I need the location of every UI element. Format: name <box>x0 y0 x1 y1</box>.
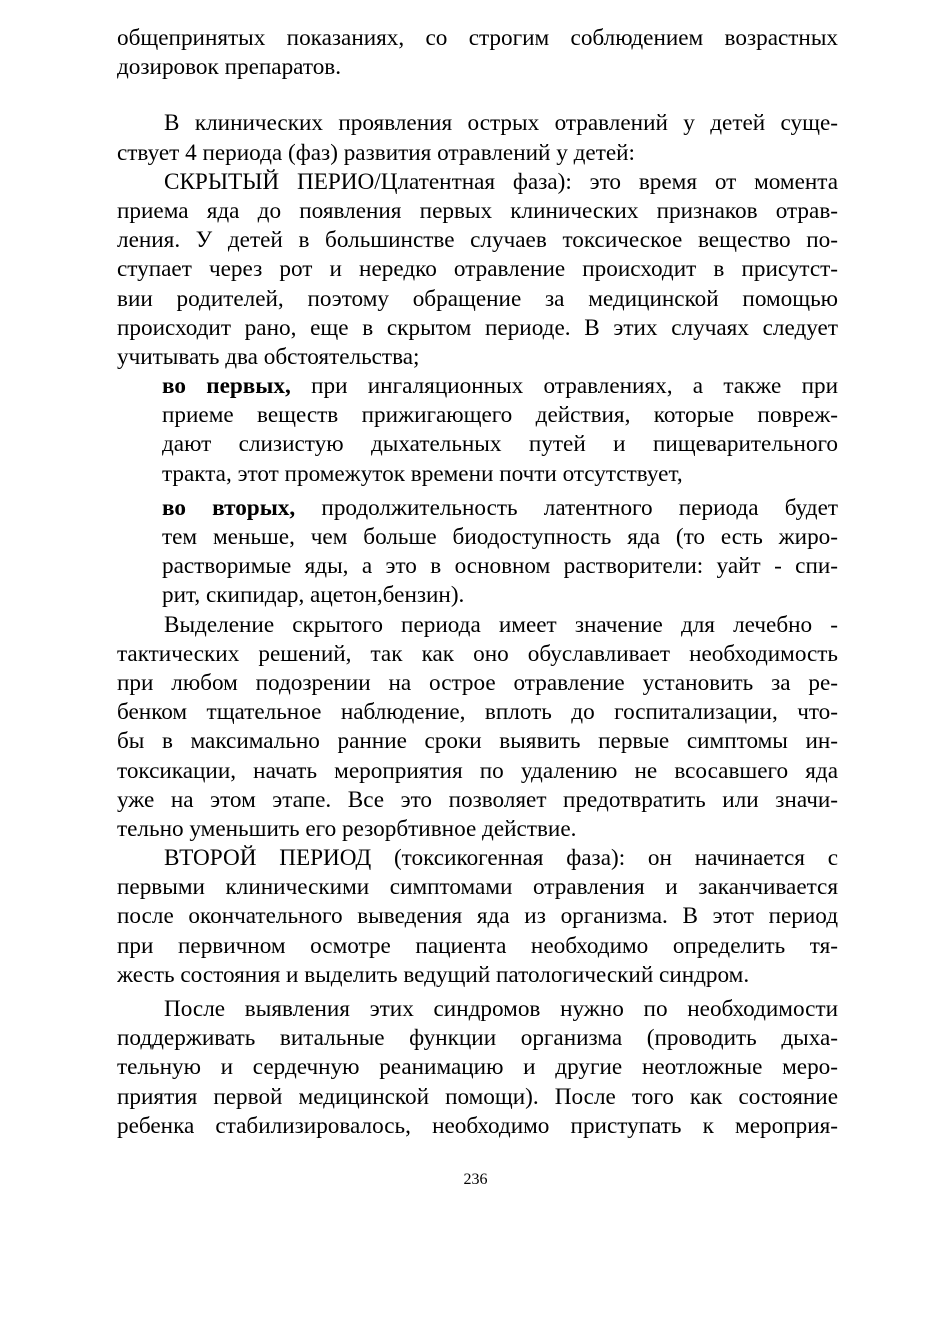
paragraph-first-point <box>117 372 838 489</box>
text-line: первыми клиническими симптомами отравления и заканчивается <box>117 874 838 901</box>
paragraph-continuation <box>117 24 838 82</box>
text-line: растворимые яды, а это в основном растворители: уайт - спи- <box>162 553 838 580</box>
text-line: приема яда до появления первых клинических признаков отрав- <box>117 197 838 224</box>
text-line: приятия первой медицинской помощи). После того как состояние <box>117 1083 838 1110</box>
text-line: жесть состояния и выделить ведущий патологический синдром. <box>117 961 750 988</box>
text-fragment: при ингаляционных отравлениях, а также при <box>290 373 838 400</box>
text-line: бенком тщательное наблюдение, вплоть до госпитализации, что- <box>117 699 838 726</box>
text-line: тракта, этот промежуток времени почти отсутствует, <box>162 460 683 487</box>
text-line: при первичном осмотре пациента необходимо определить тя- <box>117 932 838 959</box>
text-line: тельно уменьшить его резорбтивное действие. <box>117 815 577 842</box>
text-line: СКРЫТЫЙ ПЕРИО/Цлатентная фаза): это время от момента <box>164 168 838 195</box>
text-line: после окончательного выведения яда из организма. В этот период <box>117 903 838 930</box>
text-line: ления. У детей в большинстве случаев токсическое вещество по- <box>117 227 838 254</box>
paragraph-latent-period <box>117 168 838 372</box>
paragraph-latent-significance <box>117 611 838 845</box>
paragraph-intro <box>117 109 838 167</box>
text-line: тактических решений, так как оно обуславливает необходимость <box>117 640 838 667</box>
text-line: уже на этом этапе. Все это позволяет предотвратить или значи- <box>117 786 838 813</box>
paragraph-after-syndromes <box>117 995 838 1141</box>
text-line: В клинических проявления острых отравлений у детей суще- <box>164 110 838 137</box>
text-line: ствует 4 периода (фаз) развития отравлений у детей: <box>117 139 635 166</box>
text-line: ВТОРОЙ ПЕРИОД (токсикогенная фаза): он начинается с <box>164 845 838 872</box>
text-line: общепринятых показаниях, со строгим соблюдением возрастных <box>117 25 838 51</box>
paragraph-gap <box>117 82 838 109</box>
text-line: дозировок препаратов. <box>117 54 342 81</box>
text-line: бы в максимально ранние сроки выявить первые симптомы ин- <box>117 728 838 755</box>
bold-lead: во вторых, <box>162 494 296 521</box>
text-line: тельную и сердечную реанимацию и другие неотложные меро- <box>117 1054 838 1081</box>
body-text <box>117 24 838 1141</box>
text-line: токсикации, начать мероприятия по удалению не всосавшего яда <box>117 757 838 784</box>
page-number: 236 <box>463 1171 488 1188</box>
paragraph-second-period <box>117 844 838 990</box>
text-line: вии родителей, поэтому обращение за медицинской помощью <box>117 285 838 312</box>
text-line: ребенка стабилизировалось, необходимо приступать к мероприя- <box>117 1112 838 1139</box>
text-line: дают слизистую дыхательных путей и пищеварительного <box>162 431 838 458</box>
text-line: при любом подозрении на острое отравление установить за ре- <box>117 669 838 696</box>
text-line: приеме веществ прижигающего действия, которые повреж- <box>162 402 838 429</box>
text-line: рит, скипидар, ацетон,бензин). <box>162 582 465 609</box>
text-line: учитывать два обстоятельства; <box>117 343 420 370</box>
text-line: происходит рано, еще в скрытом периоде. В этих случаях следует <box>117 314 838 341</box>
paragraph-second-point <box>117 494 838 611</box>
text-fragment: продолжительность латентного периода будет <box>295 494 838 521</box>
text-line: После выявления этих синдромов нужно по необходимости <box>164 996 838 1022</box>
text-line: Выделение скрытого периода имеет значение для лечебно - <box>164 611 838 638</box>
text-line <box>117 494 838 523</box>
text-line: тем меньше, чем больше биодоступность яда (то есть жиро- <box>162 524 838 550</box>
text-line: поддерживать витальные функции организма (проводить дыха- <box>117 1025 838 1052</box>
bold-lead: во первых, <box>162 373 291 400</box>
text-line <box>117 372 838 401</box>
text-line: ступает через рот и нередко отравление происходит в присутст- <box>117 256 838 283</box>
